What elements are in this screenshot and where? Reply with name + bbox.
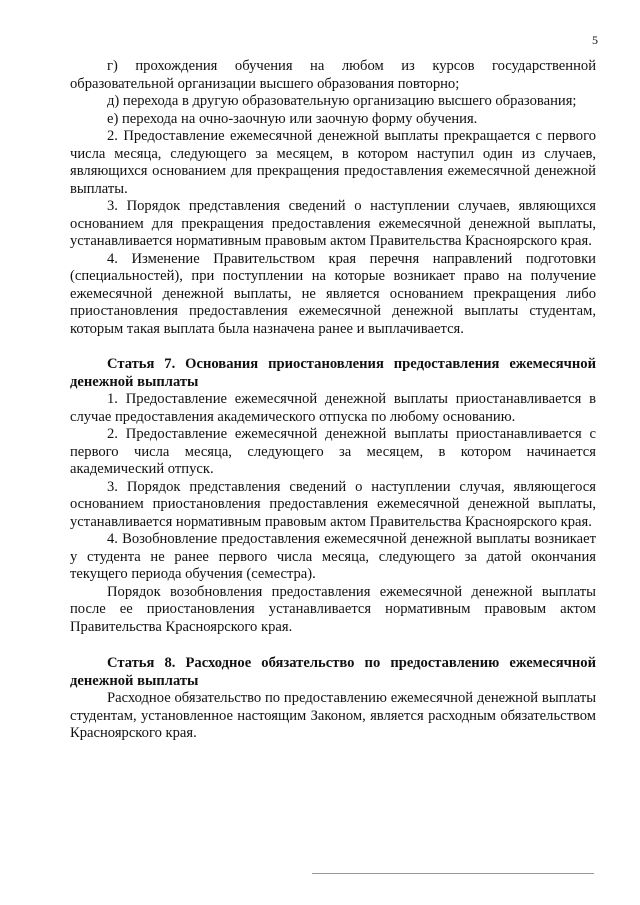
- article-7-paragraph-2: 2. Предоставление ежемесячной денежной выплаты приостанавливается с первого числа месяца, следующего за месяцем, в котором начинается академический отпуск.: [70, 426, 596, 477]
- paragraph-4: 4. Изменение Правительством края перечня направлений подготовки (специальностей), при поступлении на которые возникает право на получение ежемесячной денежной выплаты, не является основанием прекращения либо приостановления предоставления ежемесячной денежной выплаты студентам, которым такая выплата была назначена ранее и выплачивается.: [70, 250, 596, 337]
- footer-rule: [312, 873, 594, 874]
- document-body: [70, 58, 596, 743]
- paragraph-3: 3. Порядок представления сведений о наступлении случаев, являющихся основанием для прекращения предоставления ежемесячной денежной выплаты, устанавливается нормативным правовым актом Правительства Красноярского края.: [70, 198, 596, 249]
- article-7-heading: Статья 7. Основания приостановления предоставления ежемесячной денежной выплаты: [70, 356, 596, 390]
- clause-d: д) перехода в другую образовательную организацию высшего образования;: [107, 93, 577, 109]
- article-8-heading: Статья 8. Расходное обязательство по предоставлению ежемесячной денежной выплаты: [70, 655, 596, 689]
- article-7-paragraph-3: 3. Порядок представления сведений о наступлении случая, являющегося основанием приостановления предоставления ежемесячной денежной выплаты, устанавливается нормативным правовым актом Правительства Красноярского края.: [70, 478, 596, 530]
- article-8-paragraph-1: Расходное обязательство по предоставлению ежемесячной денежной выплаты студентам, установленное настоящим Законом, является расходным обязательством Красноярского края.: [70, 690, 596, 741]
- paragraph-2: 2. Предоставление ежемесячной денежной выплаты прекращается с первого числа месяца, следующего за месяцем, в котором наступил один из случаев, являющихся основанием для прекращения предоставления ежемесячной денежной выплаты.: [70, 128, 596, 197]
- clause-g: г) прохождения обучения на любом из курсов государственной образовательной организации высшего образования повторно;: [70, 58, 596, 92]
- article-7-paragraph-1: 1. Предоставление ежемесячной денежной выплаты приостанавливается в случае предоставления академического отпуска по любому основанию.: [70, 391, 596, 425]
- article-7-paragraph-5: Порядок возобновления предоставления ежемесячной денежной выплаты после ее приостановления устанавливается нормативным правовым актом Правительства Красноярского края.: [70, 583, 596, 635]
- article-7-paragraph-4: 4. Возобновление предоставления ежемесячной денежной выплаты возникает у студента не ранее первого числа месяца, следующего за датой окончания текущего периода обучения (семестра).: [70, 531, 596, 582]
- page-number: 5: [592, 33, 598, 47]
- clause-e: е) перехода на очно-заочную или заочную форму обучения.: [107, 110, 478, 127]
